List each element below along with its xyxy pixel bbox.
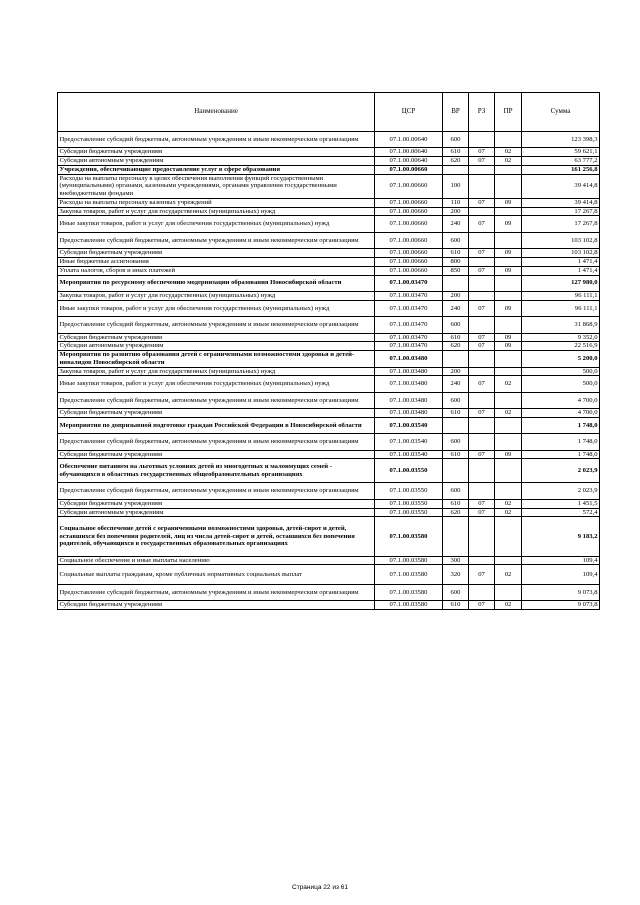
- cell-pr: 02: [495, 376, 522, 392]
- cell-pr: [495, 257, 522, 266]
- cell-sum: 9 352,0: [522, 333, 600, 342]
- cell-sum: 59 621,1: [522, 148, 600, 157]
- cell-vr: 610: [443, 499, 469, 508]
- cell-vr: 610: [443, 450, 469, 459]
- cell-sum: 9 183,2: [522, 517, 600, 556]
- cell-rz: 07: [469, 450, 495, 459]
- cell-csr: 07.1.00.00640: [375, 132, 443, 148]
- cell-name: Мероприятия по допризывной подготовке граждан Российской Федерации в Новосибирской области: [58, 417, 375, 433]
- cell-rz: 07: [469, 333, 495, 342]
- cell-name: Иные бюджетные ассигнования: [58, 257, 375, 266]
- cell-csr: 07.1.00.03470: [375, 291, 443, 300]
- cell-sum: 4 700,0: [522, 392, 600, 408]
- cell-csr: 07.1.00.03470: [375, 275, 443, 291]
- cell-rz: 07: [469, 499, 495, 508]
- cell-csr: 07.1.00.00640: [375, 148, 443, 157]
- cell-rz: 07: [469, 249, 495, 258]
- table-row: [58, 266, 600, 275]
- cell-vr: 620: [443, 342, 469, 351]
- cell-pr: [495, 517, 522, 556]
- cell-vr: 600: [443, 132, 469, 148]
- table-row: [58, 508, 600, 517]
- cell-sum: 109,4: [522, 556, 600, 565]
- cell-vr: [443, 275, 469, 291]
- cell-csr: 07.1.00.03470: [375, 300, 443, 316]
- cell-sum: 1 471,4: [522, 266, 600, 275]
- cell-name: Предоставление субсидий бюджетным, автономным учреждениям и иным некоммерческим организациям: [58, 584, 375, 600]
- cell-csr: 07.1.00.03480: [375, 367, 443, 376]
- cell-sum: 127 980,0: [522, 275, 600, 291]
- cell-sum: 17 267,8: [522, 216, 600, 232]
- cell-csr: 07.1.00.03580: [375, 556, 443, 565]
- cell-rz: [469, 434, 495, 450]
- table-row: [58, 291, 600, 300]
- table-row: [58, 450, 600, 459]
- page-number: Страница 22 из 61: [292, 884, 348, 891]
- cell-vr: 620: [443, 157, 469, 166]
- cell-name: Мероприятия по развитию образования детей с ограниченными возможностями здоровья и детей-инвалидов Новосибирской области: [58, 351, 375, 367]
- cell-sum: 9 073,8: [522, 601, 600, 610]
- cell-pr: 09: [495, 216, 522, 232]
- cell-name: Субсидии бюджетным учреждениям: [58, 148, 375, 157]
- cell-rz: [469, 367, 495, 376]
- cell-name: Предоставление субсидий бюджетным, автономным учреждениям и иным некоммерческим организациям: [58, 317, 375, 333]
- table-row: [58, 216, 600, 232]
- cell-pr: 02: [495, 565, 522, 584]
- table-row: [58, 249, 600, 258]
- cell-rz: [469, 165, 495, 174]
- cell-sum: 63 777,2: [522, 157, 600, 166]
- cell-sum: 39 414,8: [522, 198, 600, 207]
- cell-name: Субсидии бюджетным учреждениям: [58, 333, 375, 342]
- cell-name: Учреждения, обеспечивающие предоставление услуг в сфере образования: [58, 165, 375, 174]
- cell-csr: 07.1.00.03550: [375, 459, 443, 483]
- cell-pr: 09: [495, 266, 522, 275]
- cell-name: Уплата налогов, сборов и иных платежей: [58, 266, 375, 275]
- cell-pr: 09: [495, 450, 522, 459]
- table-row: [58, 351, 600, 367]
- cell-csr: 07.1.00.03480: [375, 351, 443, 367]
- header-rz: РЗ: [469, 93, 495, 132]
- cell-sum: 96 111,1: [522, 291, 600, 300]
- cell-name: Социальное обеспечение и иные выплаты населению: [58, 556, 375, 565]
- cell-vr: 610: [443, 409, 469, 418]
- cell-rz: 07: [469, 300, 495, 316]
- table-row: [58, 601, 600, 610]
- cell-vr: [443, 165, 469, 174]
- table-row: [58, 333, 600, 342]
- cell-sum: 4 700,0: [522, 409, 600, 418]
- table-row: [58, 565, 600, 584]
- cell-rz: 07: [469, 198, 495, 207]
- cell-csr: 07.1.00.03540: [375, 450, 443, 459]
- table-row: [58, 584, 600, 600]
- cell-sum: 1 471,4: [522, 257, 600, 266]
- cell-sum: 103 102,8: [522, 232, 600, 248]
- cell-name: Социальное обеспечение детей с ограниченными возможностями здоровья, детей-сирот и детей, оставшихся без попечения родителей, лиц из числа детей-сирот и детей, оставшихся без попечения родителей, обучающихся в государственных образовательных организациях: [58, 517, 375, 556]
- cell-csr: 07.1.00.03470: [375, 342, 443, 351]
- cell-rz: [469, 207, 495, 216]
- cell-sum: 2 023,9: [522, 459, 600, 483]
- cell-name: Субсидии бюджетным учреждениям: [58, 249, 375, 258]
- cell-vr: 200: [443, 291, 469, 300]
- cell-rz: [469, 392, 495, 408]
- cell-vr: 240: [443, 300, 469, 316]
- cell-pr: [495, 174, 522, 198]
- table-header-row: [58, 93, 600, 132]
- cell-vr: 240: [443, 376, 469, 392]
- cell-csr: 07.1.00.00660: [375, 207, 443, 216]
- cell-rz: [469, 584, 495, 600]
- cell-pr: [495, 417, 522, 433]
- cell-name: Социальные выплаты гражданам, кроме публичных нормативных социальных выплат: [58, 565, 375, 584]
- cell-csr: 07.1.00.03550: [375, 508, 443, 517]
- cell-csr: 07.1.00.03540: [375, 434, 443, 450]
- cell-name: Иные закупки товаров, работ и услуг для обеспечения государственных (муниципальных) нужд: [58, 376, 375, 392]
- cell-csr: 07.1.00.03540: [375, 417, 443, 433]
- cell-rz: 07: [469, 266, 495, 275]
- cell-rz: [469, 291, 495, 300]
- cell-sum: 109,4: [522, 565, 600, 584]
- cell-name: Субсидии бюджетным учреждениям: [58, 409, 375, 418]
- cell-name: Субсидии бюджетным учреждениям: [58, 450, 375, 459]
- cell-csr: 07.1.00.03580: [375, 565, 443, 584]
- cell-pr: [495, 556, 522, 565]
- header-vr: ВР: [443, 93, 469, 132]
- cell-name: Иные закупки товаров, работ и услуг для обеспечения государственных (муниципальных) нужд: [58, 216, 375, 232]
- table-row: [58, 342, 600, 351]
- cell-sum: 5 200,0: [522, 351, 600, 367]
- cell-csr: 07.1.00.03480: [375, 376, 443, 392]
- cell-sum: 103 102,8: [522, 249, 600, 258]
- cell-pr: [495, 483, 522, 499]
- cell-pr: [495, 317, 522, 333]
- cell-name: Расходы на выплаты персоналу в целях обеспечения выполнения функций государственными (муниципальными) органами, казенными учреждениями, органами управления государственными внебюджетными фондами: [58, 174, 375, 198]
- cell-rz: [469, 556, 495, 565]
- cell-csr: 07.1.00.00660: [375, 232, 443, 248]
- cell-vr: 610: [443, 601, 469, 610]
- cell-csr: 07.1.00.03580: [375, 517, 443, 556]
- cell-name: Субсидии автономным учреждениям: [58, 342, 375, 351]
- cell-csr: 07.1.00.00660: [375, 174, 443, 198]
- cell-sum: 17 267,8: [522, 207, 600, 216]
- cell-name: Субсидии автономным учреждениям: [58, 157, 375, 166]
- cell-csr: 07.1.00.00640: [375, 157, 443, 166]
- cell-rz: 07: [469, 601, 495, 610]
- table-row: [58, 376, 600, 392]
- cell-name: Субсидии автономным учреждениям: [58, 508, 375, 517]
- table-row: [58, 198, 600, 207]
- cell-vr: 610: [443, 148, 469, 157]
- cell-pr: 09: [495, 300, 522, 316]
- cell-csr: 07.1.00.00660: [375, 249, 443, 258]
- cell-rz: [469, 517, 495, 556]
- cell-vr: 300: [443, 556, 469, 565]
- cell-name: Закупка товаров, работ и услуг для государственных (муниципальных) нужд: [58, 291, 375, 300]
- header-sum: Сумма: [522, 93, 600, 132]
- table-row: [58, 367, 600, 376]
- header-csr: ЦСР: [375, 93, 443, 132]
- cell-pr: 02: [495, 157, 522, 166]
- cell-vr: 600: [443, 392, 469, 408]
- cell-rz: [469, 174, 495, 198]
- cell-vr: 240: [443, 216, 469, 232]
- cell-vr: 620: [443, 508, 469, 517]
- cell-vr: 320: [443, 565, 469, 584]
- cell-name: Субсидии бюджетным учреждениям: [58, 499, 375, 508]
- cell-vr: [443, 459, 469, 483]
- cell-rz: 07: [469, 376, 495, 392]
- cell-rz: [469, 351, 495, 367]
- cell-sum: 22 516,9: [522, 342, 600, 351]
- cell-csr: 07.1.00.00660: [375, 257, 443, 266]
- cell-pr: 09: [495, 342, 522, 351]
- table-row: [58, 174, 600, 198]
- cell-sum: 500,0: [522, 376, 600, 392]
- table-row: [58, 165, 600, 174]
- cell-name: Закупка товаров, работ и услуг для государственных (муниципальных) нужд: [58, 207, 375, 216]
- table-row: [58, 483, 600, 499]
- table-row: [58, 207, 600, 216]
- cell-pr: [495, 207, 522, 216]
- cell-pr: [495, 459, 522, 483]
- cell-pr: [495, 434, 522, 450]
- cell-rz: 07: [469, 565, 495, 584]
- table-row: [58, 392, 600, 408]
- cell-csr: 07.1.00.03580: [375, 601, 443, 610]
- cell-vr: [443, 351, 469, 367]
- cell-csr: 07.1.00.03580: [375, 584, 443, 600]
- table-row: [58, 275, 600, 291]
- cell-rz: 07: [469, 157, 495, 166]
- table-row: [58, 556, 600, 565]
- cell-sum: 1 748,0: [522, 450, 600, 459]
- cell-csr: 07.1.00.00660: [375, 165, 443, 174]
- cell-sum: 1 748,0: [522, 417, 600, 433]
- cell-vr: [443, 517, 469, 556]
- cell-pr: 09: [495, 198, 522, 207]
- table-row: [58, 300, 600, 316]
- cell-csr: 07.1.00.00660: [375, 198, 443, 207]
- cell-name: Предоставление субсидий бюджетным, автономным учреждениям и иным некоммерческим организациям: [58, 132, 375, 148]
- cell-pr: [495, 132, 522, 148]
- cell-pr: [495, 367, 522, 376]
- cell-rz: 07: [469, 148, 495, 157]
- cell-csr: 07.1.00.03470: [375, 317, 443, 333]
- cell-name: Обеспечение питанием на льготных условиях детей из многодетных и малоимущих семей - обучающихся в областных государственных общеобразовательных организациях: [58, 459, 375, 483]
- cell-vr: 600: [443, 317, 469, 333]
- cell-csr: 07.1.00.03480: [375, 392, 443, 408]
- cell-sum: 1 748,0: [522, 434, 600, 450]
- cell-vr: 610: [443, 333, 469, 342]
- cell-sum: 123 398,3: [522, 132, 600, 148]
- cell-vr: 110: [443, 198, 469, 207]
- cell-sum: 96 111,1: [522, 300, 600, 316]
- cell-vr: 600: [443, 483, 469, 499]
- cell-vr: 600: [443, 434, 469, 450]
- cell-pr: [495, 165, 522, 174]
- cell-vr: 800: [443, 257, 469, 266]
- cell-pr: 02: [495, 409, 522, 418]
- cell-csr: 07.1.00.00660: [375, 266, 443, 275]
- table-row: [58, 148, 600, 157]
- cell-vr: [443, 417, 469, 433]
- cell-pr: 02: [495, 148, 522, 157]
- cell-pr: [495, 584, 522, 600]
- cell-vr: 850: [443, 266, 469, 275]
- cell-name: Предоставление субсидий бюджетным, автономным учреждениям и иным некоммерческим организациям: [58, 434, 375, 450]
- cell-rz: [469, 417, 495, 433]
- cell-name: Предоставление субсидий бюджетным, автономным учреждениям и иным некоммерческим организациям: [58, 232, 375, 248]
- cell-sum: 572,4: [522, 508, 600, 517]
- table-row: [58, 257, 600, 266]
- cell-rz: [469, 275, 495, 291]
- cell-sum: 9 073,8: [522, 584, 600, 600]
- cell-rz: 07: [469, 409, 495, 418]
- cell-vr: 200: [443, 367, 469, 376]
- cell-pr: 02: [495, 508, 522, 517]
- cell-rz: 07: [469, 342, 495, 351]
- cell-pr: [495, 232, 522, 248]
- cell-pr: [495, 275, 522, 291]
- cell-vr: 600: [443, 584, 469, 600]
- table-row: [58, 434, 600, 450]
- cell-csr: 07.1.00.00660: [375, 216, 443, 232]
- table-row: [58, 132, 600, 148]
- cell-sum: 39 414,8: [522, 174, 600, 198]
- cell-name: Расходы на выплаты персоналу казенных учреждений: [58, 198, 375, 207]
- header-name: Наименование: [58, 93, 375, 132]
- cell-sum: 31 868,9: [522, 317, 600, 333]
- cell-vr: 100: [443, 174, 469, 198]
- cell-pr: 09: [495, 333, 522, 342]
- cell-rz: [469, 257, 495, 266]
- cell-csr: 07.1.00.03480: [375, 409, 443, 418]
- cell-vr: 200: [443, 207, 469, 216]
- cell-rz: [469, 317, 495, 333]
- cell-rz: 07: [469, 508, 495, 517]
- cell-vr: 600: [443, 232, 469, 248]
- table-row: [58, 317, 600, 333]
- cell-rz: [469, 132, 495, 148]
- cell-vr: 610: [443, 249, 469, 258]
- cell-name: Предоставление субсидий бюджетным, автономным учреждениям и иным некоммерческим организациям: [58, 392, 375, 408]
- budget-table: [57, 92, 600, 610]
- cell-name: Субсидии бюджетным учреждениям: [58, 601, 375, 610]
- cell-name: Предоставление субсидий бюджетным, автономным учреждениям и иным некоммерческим организациям: [58, 483, 375, 499]
- cell-pr: [495, 392, 522, 408]
- table-row: [58, 459, 600, 483]
- header-pr: ПР: [495, 93, 522, 132]
- cell-csr: 07.1.00.03550: [375, 483, 443, 499]
- cell-sum: 500,0: [522, 367, 600, 376]
- cell-csr: 07.1.00.03550: [375, 499, 443, 508]
- cell-pr: 02: [495, 601, 522, 610]
- table-row: [58, 409, 600, 418]
- cell-pr: 02: [495, 499, 522, 508]
- table-body: [58, 132, 600, 610]
- cell-rz: 07: [469, 216, 495, 232]
- cell-pr: 09: [495, 249, 522, 258]
- table-row: [58, 517, 600, 556]
- cell-sum: 161 256,8: [522, 165, 600, 174]
- cell-pr: [495, 291, 522, 300]
- table-row: [58, 232, 600, 248]
- cell-csr: 07.1.00.03470: [375, 333, 443, 342]
- cell-sum: 1 451,5: [522, 499, 600, 508]
- cell-rz: [469, 232, 495, 248]
- cell-rz: [469, 459, 495, 483]
- cell-name: Закупка товаров, работ и услуг для государственных (муниципальных) нужд: [58, 367, 375, 376]
- cell-name: Мероприятия по ресурсному обеспечению модернизации образования Новосибирской области: [58, 275, 375, 291]
- table-row: [58, 499, 600, 508]
- cell-sum: 2 023,9: [522, 483, 600, 499]
- cell-name: Иные закупки товаров, работ и услуг для обеспечения государственных (муниципальных) нужд: [58, 300, 375, 316]
- table-row: [58, 417, 600, 433]
- cell-pr: [495, 351, 522, 367]
- table-row: [58, 157, 600, 166]
- cell-rz: [469, 483, 495, 499]
